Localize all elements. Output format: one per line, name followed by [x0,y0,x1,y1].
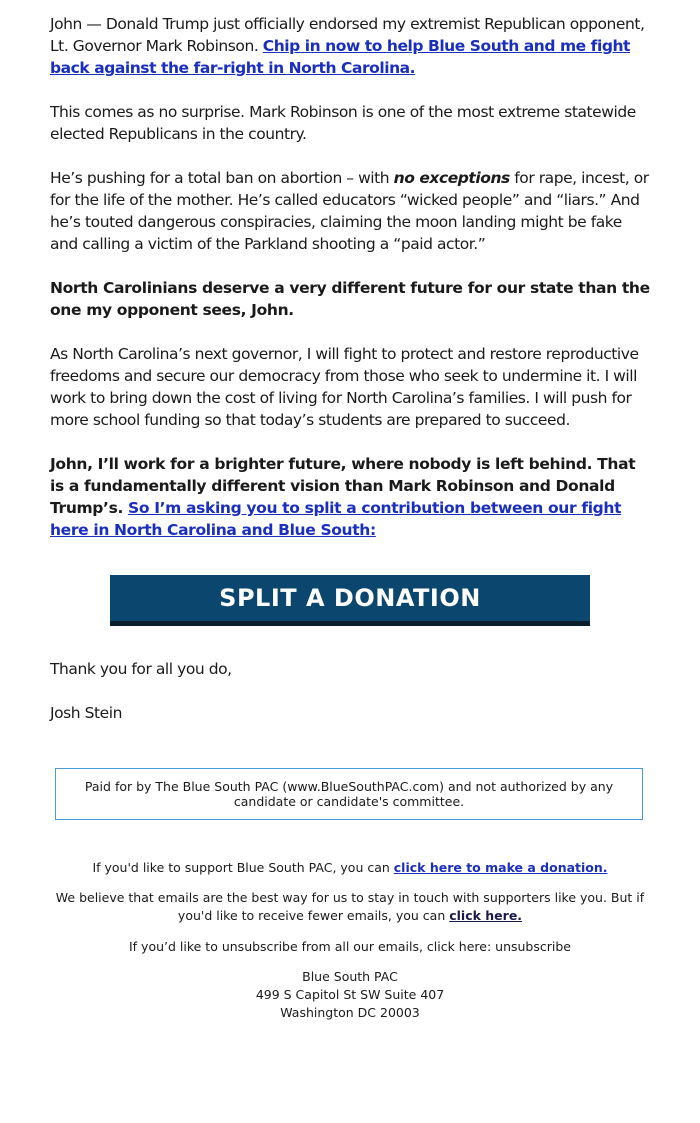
paid-for-disclaimer [55,768,643,820]
vision-paragraph [50,453,650,541]
donate-link[interactable]: click here to make a donation. [393,860,608,875]
disclaimer-text: Paid for by The Blue South PAC (www.BlueSouthPAC.com) and not authorized by any candidate or candidate's committee. [84,779,614,809]
address-street: 499 S Capitol St SW Suite 407 [255,987,445,1002]
address-name: Blue South PAC [302,969,398,984]
split-contribution-link[interactable]: So I’m asking you to split a contribution between our fight here in North Carolina and Blue South: [50,499,622,539]
signature: Josh Stein [50,704,122,722]
closing-text: Thank you for all you do, [50,660,232,678]
cta-container [110,575,590,626]
support-text: If you'd like to support Blue South PAC, you can [92,860,394,875]
unsubscribe-text: If you’d like to unsubscribe from all our emails, click here: [129,939,496,954]
robinson-text-before: He’s pushing for a total ban on abortion – with [50,169,394,187]
fewer-emails-line [50,889,650,925]
vision-text: John, I’ll work for a brighter future, where nobody is left behind. That is a fundamentally different vision than Mark Robinson and Donald Trump’s. [50,455,636,517]
fewer-emails-link[interactable]: click here. [449,908,523,923]
robinson-text-after: for rape, incest, or for the life of the mother. He’s called educators “wicked people” and “liars.” And he’s touted dangerous conspiracies, claiming the moon landing might be fake and calling a victim of the Parkland shooting a “paid actor.” [50,169,649,253]
address-city: Washington DC 20003 [280,1005,420,1020]
unsubscribe-link[interactable]: unsubscribe [495,939,571,954]
emphasis-text: no exceptions [393,169,510,187]
chip-in-link[interactable]: Chip in now to help Blue South and me fight back against the far-right in North Carolina. [50,37,631,77]
intro-paragraph [50,13,650,79]
robinson-paragraph [50,167,650,255]
context-paragraph: This comes as no surprise. Mark Robinson is one of the most extreme statewide elected Republicans in the country. [50,103,636,143]
fewer-emails-text: We believe that emails are the best way for us to stay in touch with supporters like you. But if you'd like to receive fewer emails, you can [55,890,645,923]
future-paragraph: North Carolinians deserve a very different future for our state than the one my opponent sees, John. [50,279,650,319]
split-donation-button[interactable]: SPLIT A DONATION [110,575,590,626]
unsubscribe-line [50,938,650,956]
email-body [50,13,650,563]
intro-text: John — Donald Trump just officially endorsed my extremist Republican opponent, Lt. Governor Mark Robinson. [50,15,645,55]
governor-paragraph: As North Carolina’s next governor, I will fight to protect and restore reproductive freedoms and secure our democracy from those who seek to undermine it. I will work to bring down the cost of living for North Carolina’s families. I will push for more school funding so that today’s students are prepared to succeed. [50,345,639,429]
support-line [50,859,650,877]
